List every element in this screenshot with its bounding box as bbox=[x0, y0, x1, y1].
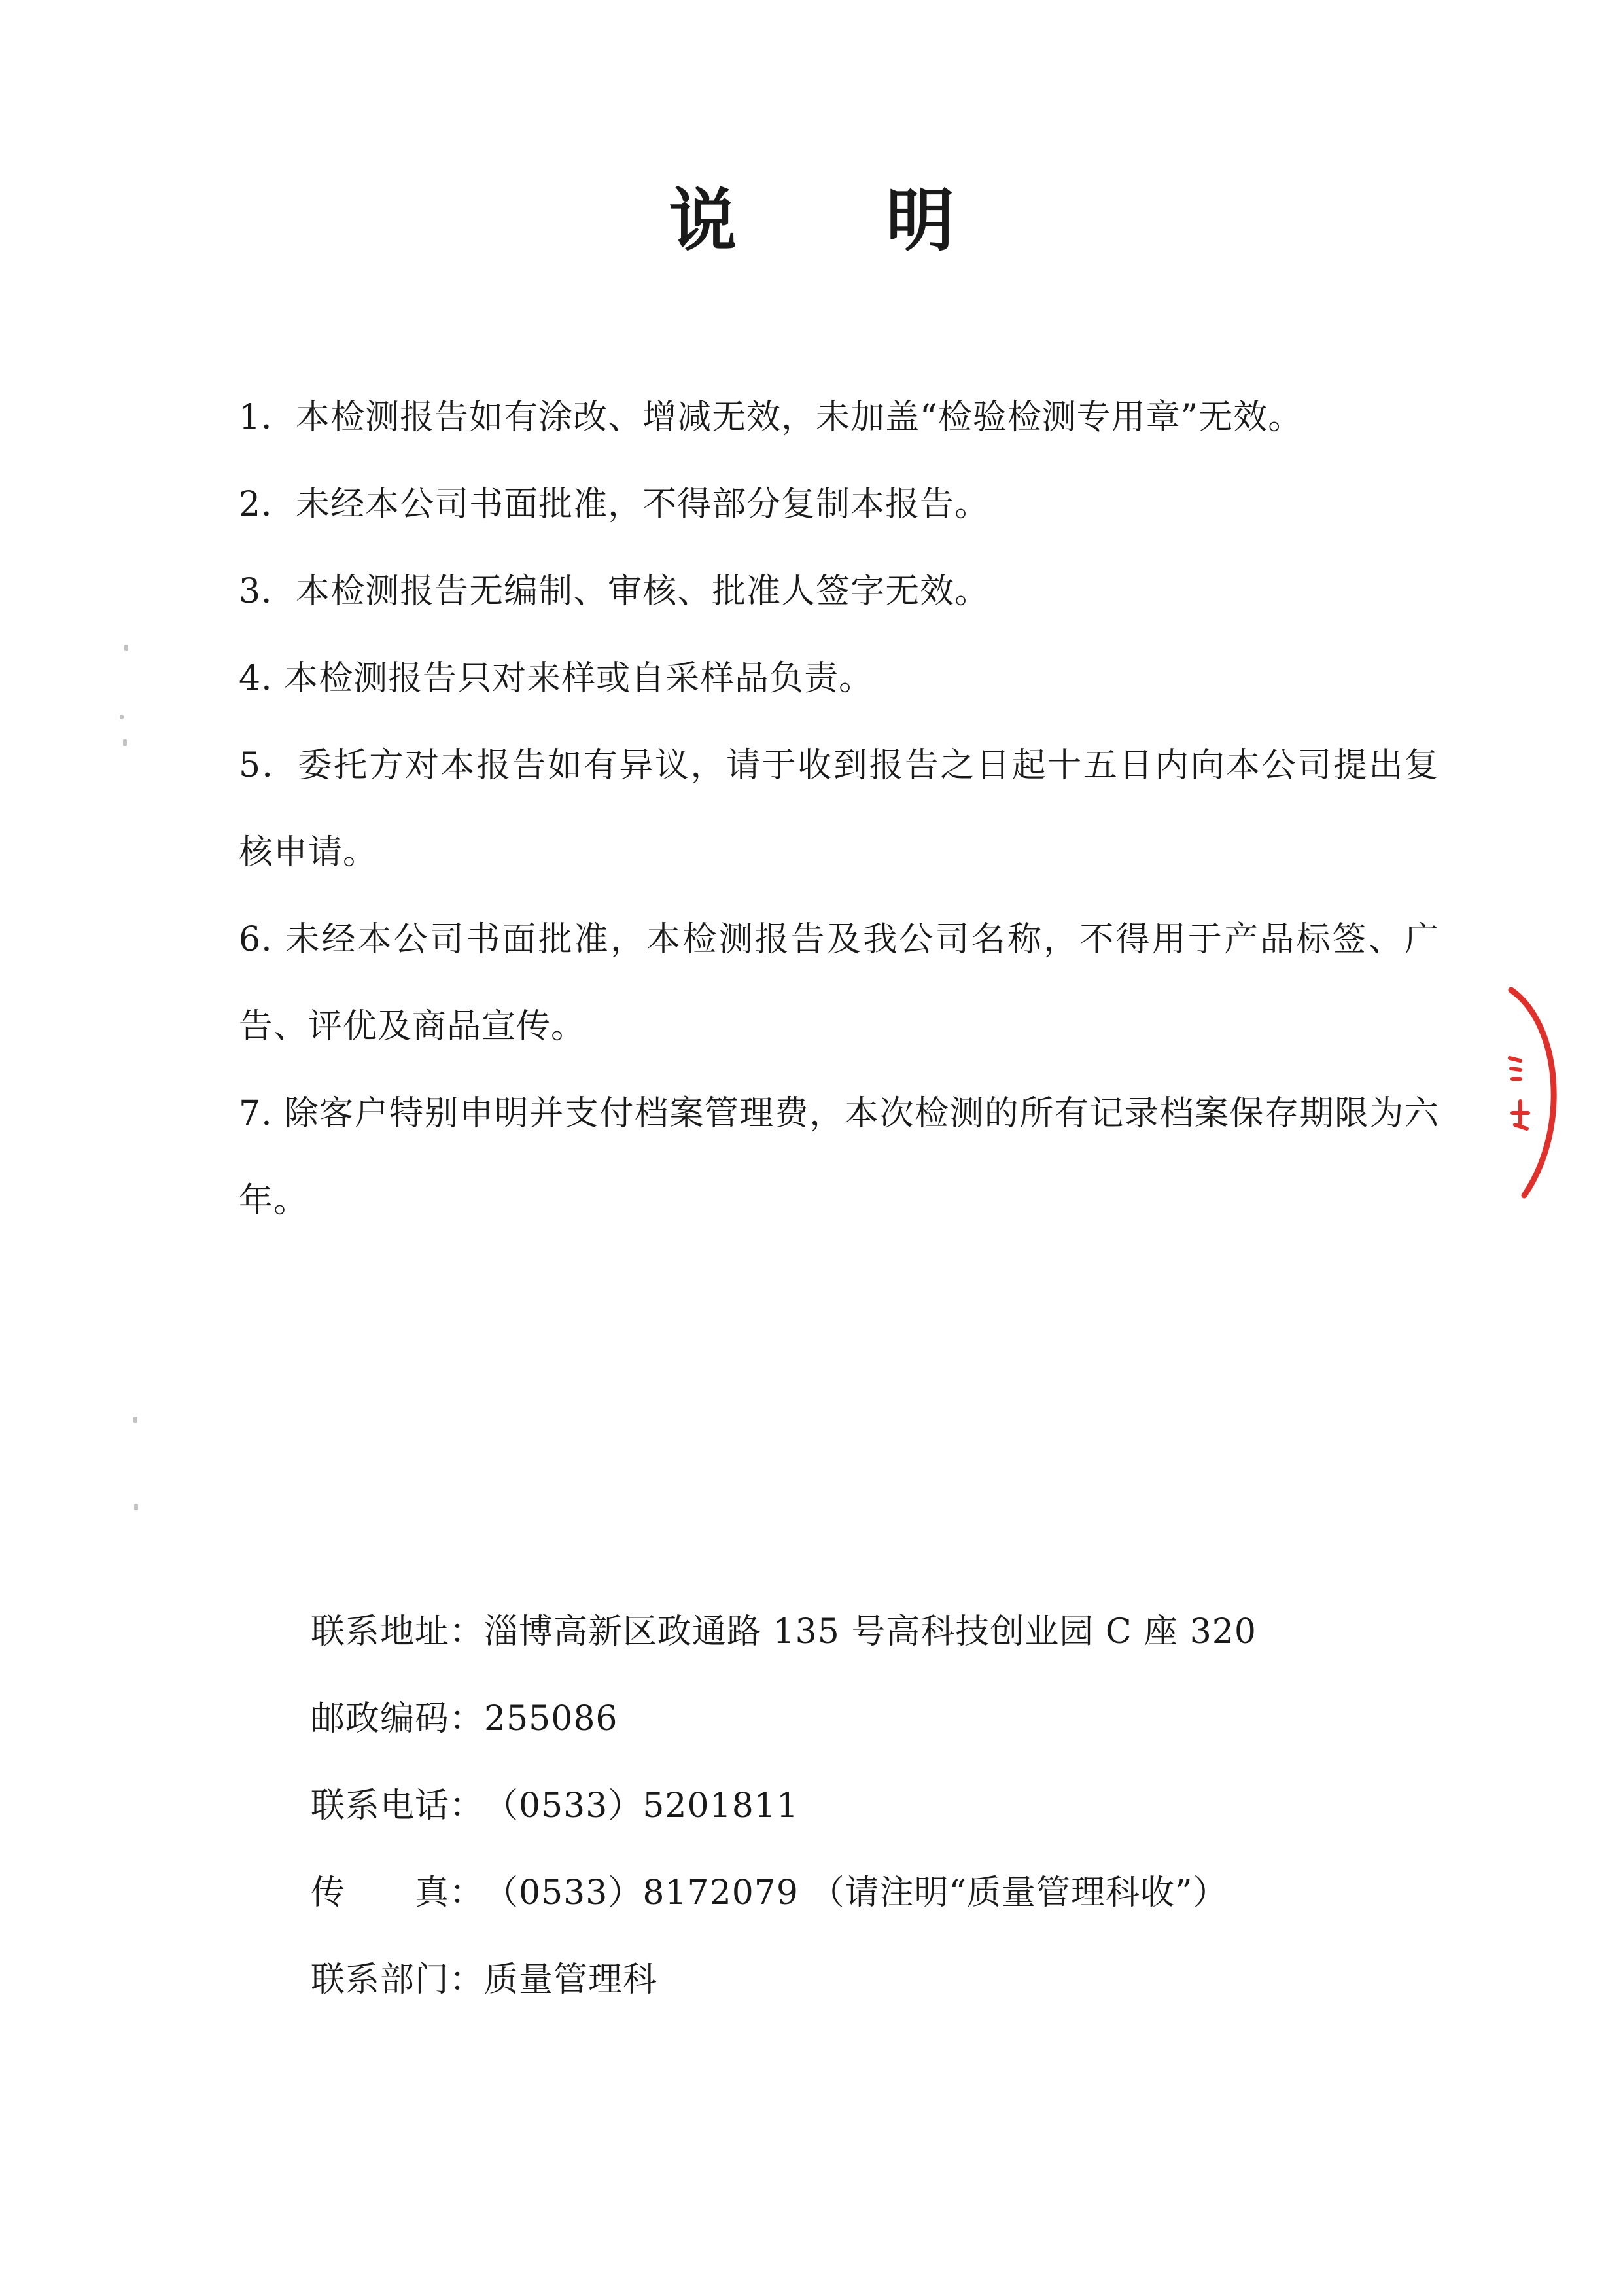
department-value: 质量管理科 bbox=[484, 1960, 658, 2000]
department-label: 联系部门： bbox=[311, 1960, 485, 2000]
contact-address-row bbox=[311, 1589, 1488, 1676]
fax-label: 传 真： bbox=[311, 1873, 485, 1913]
seal-ring bbox=[1511, 990, 1554, 1195]
scan-speck bbox=[134, 1504, 138, 1510]
contact-department-row bbox=[311, 1937, 1488, 2024]
contact-phone-row bbox=[311, 1763, 1488, 1850]
seal-stamp-graphic bbox=[1498, 985, 1570, 1201]
seal-mark bbox=[1512, 1101, 1528, 1129]
scan-speck bbox=[124, 645, 128, 651]
seal-mark bbox=[1510, 1058, 1520, 1079]
contact-fax-row bbox=[311, 1850, 1488, 1937]
scan-speck bbox=[120, 715, 124, 719]
phone-label: 联系电话： bbox=[311, 1786, 485, 1826]
note-item: 6. 未经本公司书面批准，本检测报告及我公司名称，不得用于产品标签、广告、评优及商品宣传。 bbox=[239, 920, 1439, 1046]
fax-value: （0533）8172079 （请注明“质量管理科收”） bbox=[484, 1873, 1228, 1913]
notes-list bbox=[239, 374, 1439, 1245]
address-label: 联系地址： bbox=[311, 1612, 485, 1651]
scan-speck bbox=[123, 739, 127, 746]
note-item: 2．未经本公司书面批准，不得部分复制本报告。 bbox=[239, 485, 990, 524]
note-item: 7. 除客户特别申明并支付档案管理费，本次检测的所有记录档案保存期限为六年。 bbox=[239, 1094, 1439, 1220]
note-item: 4. 本检测报告只对来样或自采样品负责。 bbox=[239, 659, 874, 698]
contact-block bbox=[311, 1589, 1488, 2024]
page-title: 说 明 bbox=[669, 180, 1017, 260]
scan-speck bbox=[133, 1417, 137, 1423]
postcode-label: 邮政编码： bbox=[311, 1699, 485, 1739]
contact-postcode-row bbox=[311, 1676, 1488, 1763]
postcode-value: 255086 bbox=[484, 1699, 618, 1739]
address-value: 淄博高新区政通路 135 号高科技创业园 C 座 320 bbox=[484, 1612, 1257, 1651]
note-item: 5．委托方对本报告如有异议，请于收到报告之日起十五日内向本公司提出复核申请。 bbox=[239, 746, 1439, 872]
note-item: 3．本检测报告无编制、审核、批准人签字无效。 bbox=[239, 572, 990, 611]
seal-stamp bbox=[1498, 985, 1570, 1201]
phone-value: （0533）5201811 bbox=[484, 1786, 799, 1826]
note-item: 1．本检测报告如有涂改、增减无效，未加盖“检验检测专用章”无效。 bbox=[239, 398, 1303, 437]
